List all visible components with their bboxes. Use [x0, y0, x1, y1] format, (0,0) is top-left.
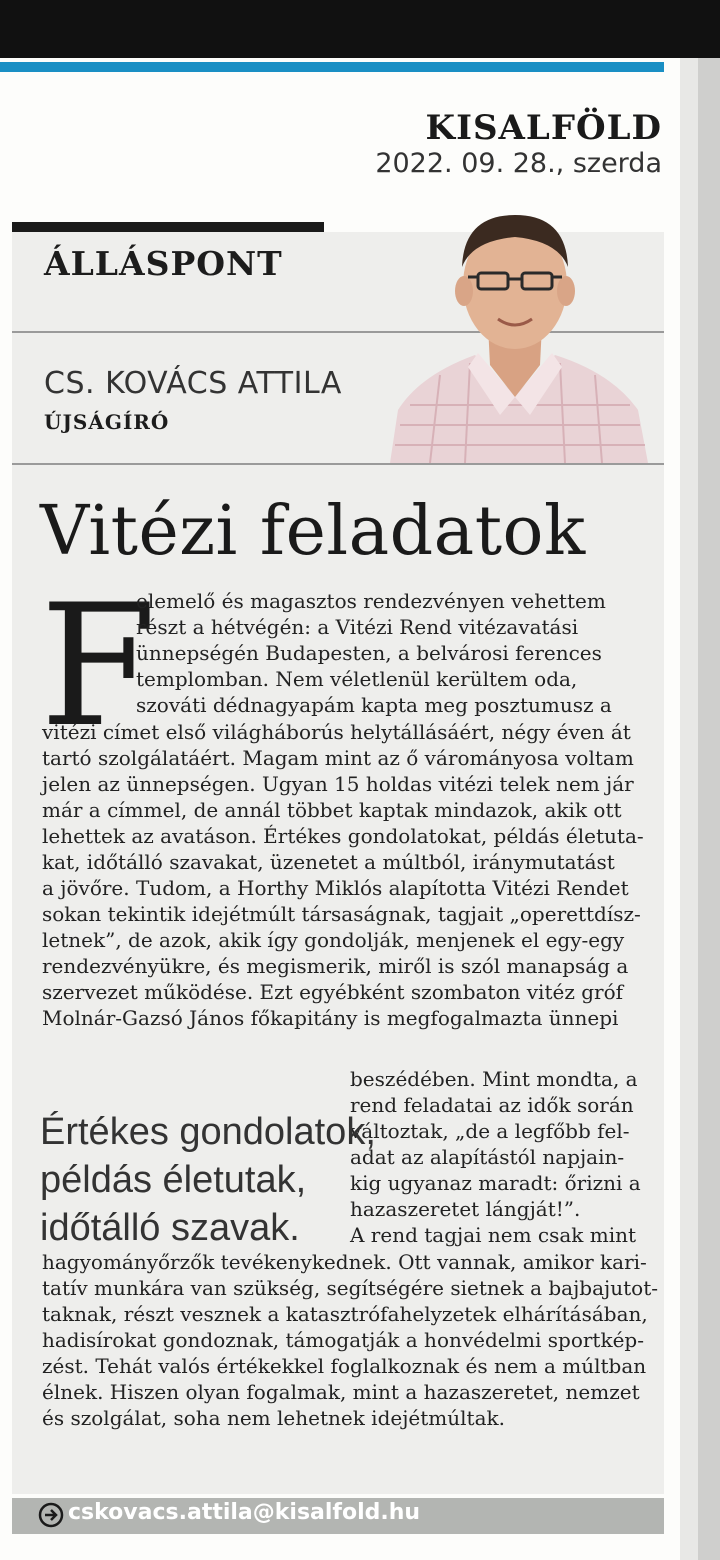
body-line: változtak, „de a legfőbb fel- [350, 1119, 630, 1143]
body-line: hagyományőrzők tevékenykednek. Ott vannak, amikor kari- [42, 1250, 647, 1274]
pull-quote-line: példás életutak, [40, 1159, 307, 1201]
drop-cap: F [40, 568, 157, 764]
body-line: tatív munkára van szükség, segítségére sietnek a bajbajutot- [42, 1276, 658, 1300]
top-black-bar [0, 0, 720, 58]
body-line: templomban. Nem véletlenül kerültem oda, [136, 667, 578, 691]
body-line: kat, időtálló szavakat, üzenetet a múltból, iránymutatást [42, 850, 615, 874]
pull-quote-line: Értékes gondolatok, [40, 1111, 376, 1153]
body-line: jelen az ünnepségen. Ugyan 15 holdas vitézi telek nem jár [42, 772, 634, 796]
body-line: részt a hétvégén: a Vitézi Rend vitézavatási [136, 615, 579, 639]
body-line: élnek. Hiszen olyan fogalmak, mint a hazaszeretet, nemzet [42, 1380, 640, 1404]
body-line: hazaszeretet lángját!”. [350, 1197, 581, 1221]
body-line: és szolgálat, soha nem lehetnek idejétmúltak. [42, 1406, 505, 1430]
pull-quote [40, 1108, 376, 1252]
body-line: vitézi címet első világháborús helytállásáért, négy éven át [42, 720, 631, 744]
body-line: zést. Tehát valós értékekkel foglalkoznak és nem a múltban [42, 1354, 647, 1378]
arrow-right-circle-icon [38, 1502, 64, 1528]
page-edge [680, 58, 720, 1560]
body-line: kig ugyanaz maradt: őrizni a [350, 1171, 641, 1195]
body-line: a jövőre. Tudom, a Horthy Miklós alapította Vitézi Rendet [42, 876, 629, 900]
accent-rule [0, 62, 664, 72]
divider [12, 463, 664, 465]
body-line: rend feladatai az idők során [350, 1093, 634, 1117]
body-line: sokan tekintik idejétmúlt társaságnak, tagjait „operettdísz- [42, 902, 641, 926]
body-line: rendezvényükre, és megismerik, miről is szól manapság a [42, 954, 629, 978]
author-portrait [380, 205, 652, 463]
panel-top-rule [12, 222, 324, 232]
body-line: elemelő és magasztos rendezvényen vehettem [136, 589, 606, 613]
author-role: ÚJSÁGÍRÓ [44, 410, 170, 434]
body-line: tartó szolgálatáért. Magam mint az ő várományosa voltam [42, 746, 634, 770]
body-line: taknak, részt vesznek a katasztrófahelyzetek elhárításában, [42, 1302, 648, 1326]
body-line: beszédében. Mint mondta, a [350, 1067, 638, 1091]
author-email[interactable]: cskovacs.attila@kisalfold.hu [68, 1500, 421, 1525]
masthead: KISALFÖLD [425, 108, 662, 148]
issue-date: 2022. 09. 28., szerda [375, 148, 662, 179]
body-line: szováti dédnagyapám kapta meg posztumusz a [136, 693, 612, 717]
body-line: már a címmel, de annál többet kaptak mindazok, akik ott [42, 798, 622, 822]
body-line: A rend tagjai nem csak mint [350, 1223, 637, 1247]
body-line: szervezet működése. Ezt egyébként szombaton vitéz gróf [42, 980, 624, 1004]
body-line: lehettek az avatáson. Értékes gondolatokat, példás életuta- [42, 824, 644, 848]
body-line: ünnepségén Budapesten, a belvárosi ferences [136, 641, 602, 665]
pull-quote-line: időtálló szavak. [40, 1207, 300, 1249]
body-line: Molnár-Gazsó János főkapitány is megfogalmazta ünnepi [42, 1006, 619, 1030]
body-line: adat az alapítástól napjain- [350, 1145, 625, 1169]
rubric-label: ÁLLÁSPONT [44, 244, 283, 283]
article-headline: Vitézi feladatok [40, 492, 586, 571]
body-line: letnek”, de azok, akik így gondolják, menjenek el egy-egy [42, 928, 625, 952]
body-line: hadisírokat gondoznak, támogatják a honvédelmi sportkép- [42, 1328, 644, 1352]
author-name: CS. KOVÁCS ATTILA [44, 366, 342, 401]
